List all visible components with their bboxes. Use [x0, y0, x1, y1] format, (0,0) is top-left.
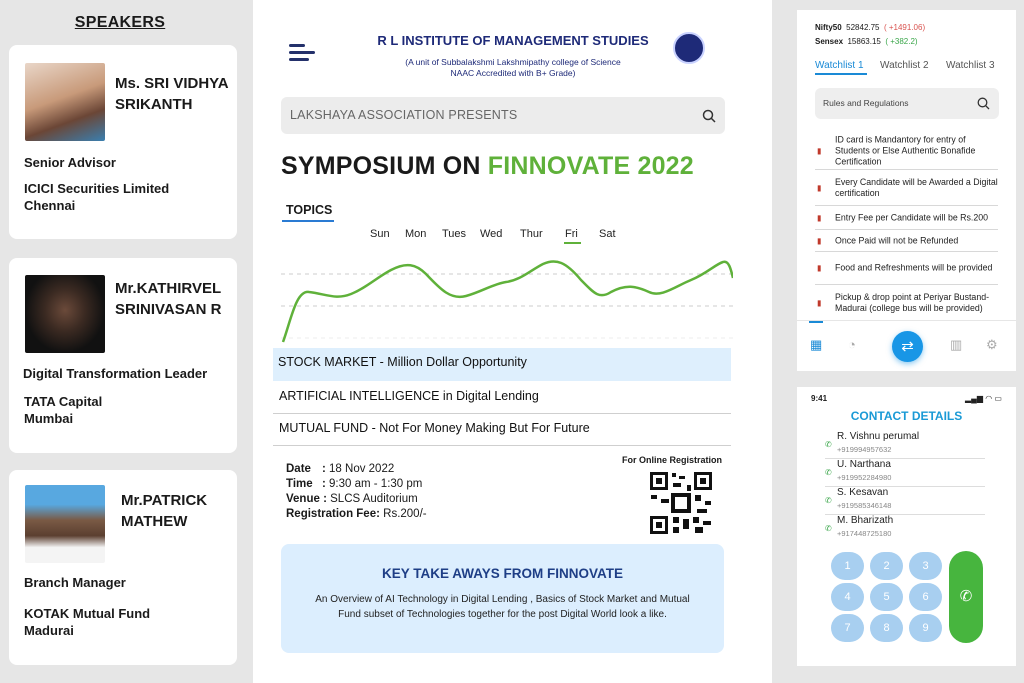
- speaker-photo: [25, 63, 105, 141]
- qr-code-icon[interactable]: [649, 471, 713, 535]
- speaker-org: KOTAK Mutual Fund Madurai: [24, 606, 151, 638]
- candlestick-icon: ▮: [817, 213, 822, 222]
- speaker-role: Digital Transformation Leader: [23, 366, 208, 381]
- day-sun[interactable]: Sun: [370, 228, 390, 240]
- speaker-name: Mr.PATRICK MATHEW: [121, 492, 208, 530]
- dial-key-5[interactable]: 5: [870, 583, 903, 611]
- event-venue: Venue : SLCS Auditorium: [286, 493, 418, 505]
- status-icons: ▂▄▆ ◠ ▭: [965, 394, 1002, 403]
- event-time: Time : 9:30 am - 1:30 pm: [286, 478, 423, 490]
- speaker-photo: [25, 485, 105, 563]
- dial-key-3[interactable]: 3: [909, 552, 942, 580]
- tab-watchlist-1[interactable]: Watchlist 1: [815, 60, 864, 71]
- dial-key-2[interactable]: 2: [870, 552, 903, 580]
- day-thur[interactable]: Thur: [520, 228, 543, 240]
- active-tab-underline: [815, 73, 867, 75]
- institute-title: R L INSTITUTE OF MANAGEMENT STUDIES: [377, 33, 649, 48]
- day-tues[interactable]: Tues: [442, 228, 467, 240]
- candlestick-icon: ▮: [817, 263, 822, 273]
- speaker-org: ICICI Securities Limited Chennai: [24, 181, 170, 213]
- topic-item-1[interactable]: STOCK MARKET - Million Dollar Opportunity: [273, 348, 731, 381]
- speaker-card-2: [9, 258, 237, 453]
- key-takeaways-text: An Overview of AI Technology in Digital Lending , Basics of Stock Market and Mutual Fund subset of Technologies together for the post Digital World look a like.: [315, 594, 690, 620]
- key-takeaways-card: [281, 544, 724, 653]
- topic-item-3[interactable]: MUTUAL FUND - Not For Money Making But For Future: [273, 414, 731, 446]
- institute-subtitle: (A unit of Subbalakshmi Lakshmipathy college of Science: [405, 57, 621, 67]
- topic-item-2[interactable]: ARTIFICIAL INTELLIGENCE in Digital Lending: [273, 382, 731, 414]
- rules-search-bar[interactable]: [815, 88, 999, 119]
- candlestick-icon: ▮: [817, 146, 822, 155]
- search-icon[interactable]: [977, 97, 990, 110]
- search-bar[interactable]: [281, 97, 725, 134]
- rules-title: Rules and Regulations: [823, 98, 909, 108]
- event-title: SYMPOSIUM ON FINNOVATE 2022: [281, 152, 694, 180]
- pie-chart-icon[interactable]: ◔: [848, 337, 856, 352]
- speaker-name: Mr.KATHIRVEL SRINIVASAN R: [115, 280, 222, 318]
- speaker-name: Ms. SRI VIDHYA SRIKANTH: [115, 75, 229, 113]
- contact-item[interactable]: ✆ R. Vishnu perumal +919994957632: [825, 431, 985, 459]
- contact-item[interactable]: ✆ M. Bharizath +917448725180: [825, 515, 894, 538]
- sensex-ticker: Sensex 15863.15 ( +382.2): [815, 37, 918, 46]
- phone-icon: ✆: [825, 496, 832, 505]
- speaker-role: Branch Manager: [24, 575, 126, 590]
- candlestick-icon: ▮: [817, 183, 822, 192]
- event-panel: [253, 0, 772, 683]
- status-time: 9:41: [811, 394, 828, 403]
- phone-icon: ✆: [825, 524, 832, 533]
- tab-watchlist-3[interactable]: Watchlist 3: [946, 60, 995, 71]
- key-takeaways-title: KEY TAKE AWAYS FROM FINNOVATE: [381, 566, 624, 581]
- rule-item: ▮ Pickup & drop point at Periyar Bustand-Madurai (college bus will be provided): [817, 292, 990, 313]
- nifty-ticker: Nifty50 52842.75 ( +1491.06): [815, 23, 926, 32]
- dial-key-6[interactable]: 6: [909, 583, 942, 611]
- selected-day-indicator: [564, 242, 581, 244]
- swap-button[interactable]: ⇄: [892, 331, 923, 362]
- candlestick-icon: ▮: [817, 236, 822, 245]
- speaker-card-1: [9, 45, 237, 239]
- tab-watchlist-2[interactable]: Watchlist 2: [880, 60, 929, 71]
- speaker-role: Senior Advisor: [24, 155, 116, 170]
- speaker-org: TATA Capital Mumbai: [24, 394, 103, 426]
- event-date: Date : 18 Nov 2022: [286, 463, 395, 475]
- topics-tab[interactable]: TOPICS: [286, 203, 333, 217]
- trend-line-graph: [281, 250, 733, 345]
- day-sat[interactable]: Sat: [599, 228, 616, 240]
- rule-item: ▮ Entry Fee per Candidate will be Rs.200: [815, 206, 998, 230]
- gear-icon[interactable]: ⚙: [986, 337, 998, 352]
- rule-item: ▮ Once Paid will not be Refunded: [815, 230, 998, 252]
- candlestick-icon: ▮: [817, 298, 822, 308]
- contact-item[interactable]: ✆ S. Kesavan +919585346148: [825, 487, 985, 515]
- dial-key-1[interactable]: 1: [831, 552, 864, 580]
- phone-icon: ✆: [825, 468, 832, 477]
- topics-underline: [282, 220, 334, 222]
- rules-panel: [797, 10, 1016, 371]
- active-nav-indicator: [809, 321, 823, 323]
- dial-key-9[interactable]: 9: [909, 614, 942, 642]
- registration-label: For Online Registration: [622, 455, 723, 465]
- dial-key-8[interactable]: 8: [870, 614, 903, 642]
- bottom-navigation: [797, 320, 1016, 371]
- bar-chart-icon[interactable]: ▥: [950, 337, 963, 352]
- menu-icon[interactable]: [289, 44, 317, 64]
- speakers-heading: SPEAKERS: [74, 14, 166, 31]
- rule-item: ▮ Every Candidate will be Awarded a Digital certification: [815, 170, 998, 206]
- day-mon[interactable]: Mon: [405, 228, 427, 240]
- dial-key-4[interactable]: 4: [831, 583, 864, 611]
- college-logo-icon: [673, 32, 705, 64]
- search-icon[interactable]: [702, 109, 716, 123]
- speaker-card-3: [9, 470, 237, 665]
- contact-item[interactable]: ✆ U. Narthana +919952284980: [825, 459, 985, 487]
- institute-accreditation: NAAC Accredited with B+ Grade): [450, 68, 576, 78]
- dashboard-icon[interactable]: ▦: [810, 337, 823, 352]
- phone-icon: ✆: [825, 440, 832, 449]
- search-text: LAKSHAYA ASSOCIATION PRESENTS: [290, 108, 518, 122]
- day-wed[interactable]: Wed: [480, 228, 503, 240]
- dial-key-7[interactable]: 7: [831, 614, 864, 642]
- day-fri[interactable]: Fri: [565, 228, 578, 240]
- rule-item: ▮ Food and Refreshments will be provided: [815, 252, 998, 285]
- phone-icon: ✆: [959, 588, 973, 605]
- contact-details-title: CONTACT DETAILS: [850, 409, 963, 423]
- speaker-photo: [25, 275, 105, 353]
- registration-fee: Registration Fee: Rs.200/-: [286, 508, 427, 520]
- call-button[interactable]: [949, 551, 983, 643]
- rule-item: ▮ ID card is Mandantory for entry of Students or Else Authentic Bonafide Certification: [815, 132, 998, 170]
- contacts-panel: [797, 387, 1016, 666]
